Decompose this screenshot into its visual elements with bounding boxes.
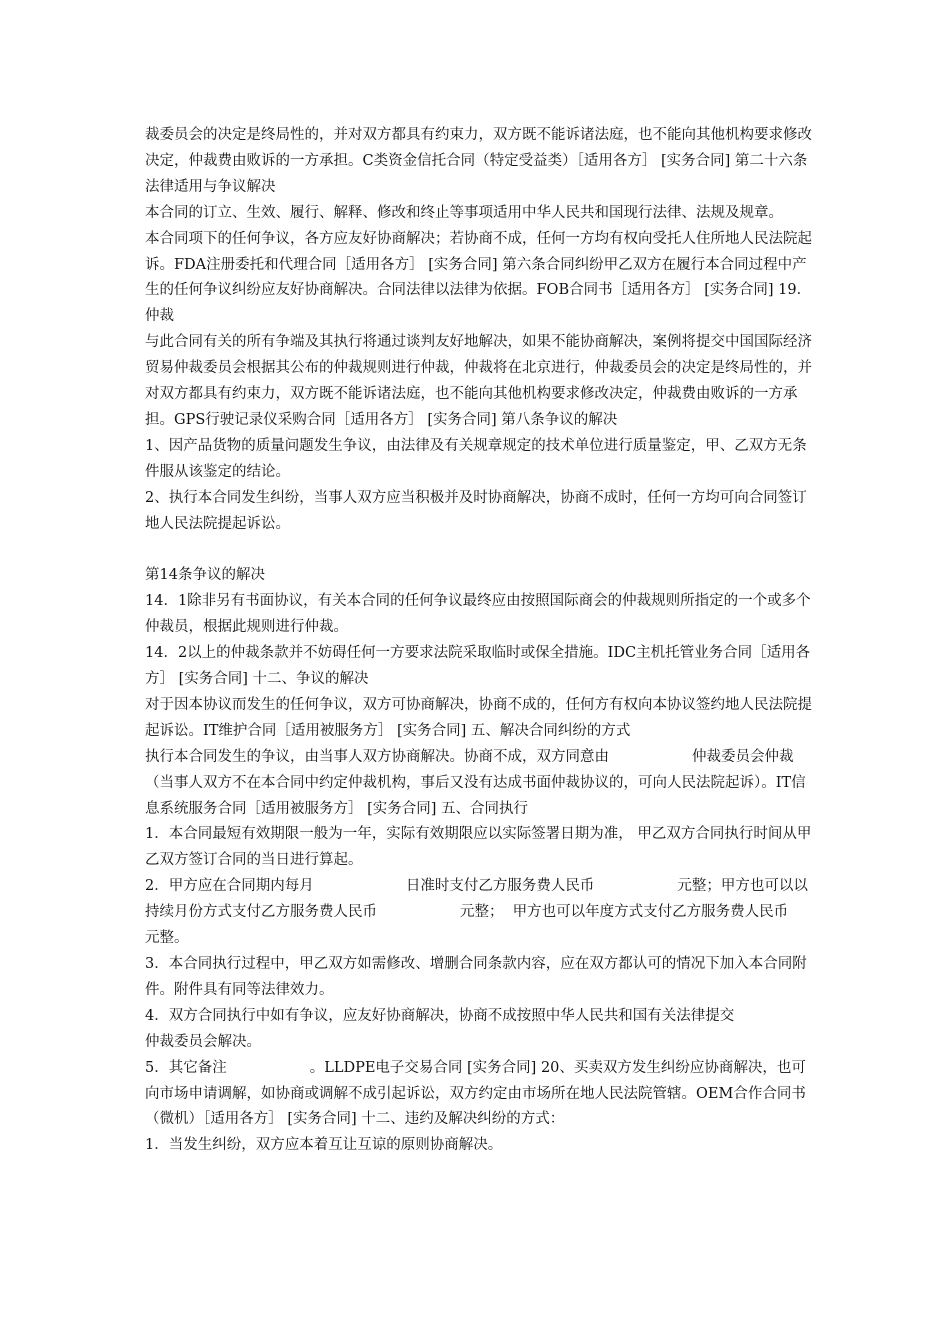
paragraph-spacer [145,538,815,564]
paragraph-14-1: 14．1除非另有书面协议，有关本合同的任何争议最终应由按照国际商会的仲裁规则所指定的一个或多个仲裁员，根据此规则进行仲裁。 [145,593,811,636]
section-heading-14: 第14条争议的解决 [145,567,265,584]
paragraph-clause-2: 2．甲方应在合同期内每月 日准时支付乙方服务费人民币 元整；甲方也可以以持续月份方式支付乙方服务费人民币 元整； 甲方也可以年度方式支付乙方服务费人民币 元整。 [145,878,872,947]
paragraph-final: 1．当发生纠纷，双方应本着互让互谅的原则协商解决。 [145,1137,503,1154]
paragraph-clause-5: 5．其它备注 。LLDPE电子交易合同 [实务合同] 20、买卖双方发生纠纷应协商解决，也可向市场申请调解，如协商或调解不成引起诉讼，双方约定由市场所在地人民法院管辖。OEM合作合同书（微机）［适用各方］ [实务合同] 十二、违约及解决纠纷的方式： [145,1059,806,1128]
paragraph-6: 2、执行本合同发生纠纷，当事人双方应当积极并及时协商解决，协商不成时，任何一方均可向合同签订地人民法院提起诉讼。 [145,489,807,532]
document-page [145,123,872,1159]
paragraph-clause-3: 3．本合同执行过程中，甲乙双方如需修改、增删合同条款内容，应在双方都认可的情况下加入本合同附件。附件具有同等法律效力。 [145,955,807,998]
paragraph-5: 1、因产品货物的质量问题发生争议，由法律及有关规章规定的技术单位进行质量鉴定，甲、乙双方无条件服从该鉴定的结论。 [145,437,807,480]
paragraph-14-2: 14．2以上的仲裁条款并不妨碍任何一方要求法院采取临时或保全措施。IDC主机托管业务合同［适用各方］ [实务合同] 十二、争议的解决 [145,645,811,688]
paragraph-1: 裁委员会的决定是终局性的，并对双方都具有约束力，双方既不能诉诸法庭，也不能向其他机构要求修改决定，仲裁费由败诉的一方承担。C类资金信托合同（特定受益类）［适用各方］ [实务合同] 第二十六条法律适用与争议解决 [145,127,812,195]
paragraph-2: 本合同的订立、生效、履行、解释、修改和终止等事项适用中华人民共和国现行法律、法规及规章。 [145,204,783,221]
paragraph-3: 本合同项下的任何争议，各方应友好协商解决；若协商不成，任何一方均有权向受托人住所地人民法院起诉。FDA注册委托和代理合同［适用各方］ [实务合同] 第六条合同纠纷甲乙双方在履行本合同过程中产生的任何争议纠纷应友好协商解决。合同法律以法律为依据。FOB合同书［适用各方］ [实务合同] 19．仲裁 [145,230,812,325]
paragraph-clause-4: 4．双方合同执行中如有争议，应友好协商解决，协商不成按照中华人民共和国有关法律提交 仲裁委员会解决。 [145,1007,818,1050]
paragraph-clause-1: 1．本合同最短有效期限一般为一年，实际有效期限应以实际签署日期为准， 甲乙双方合同执行时间从甲乙双方签订合同的当日进行算起。 [145,826,812,869]
paragraph-idc: 对于因本协议而发生的任何争议，双方可协商解决，协商不成的，任何方有权向本协议签约地人民法院提起诉讼。IT维护合同［适用被服务方］ [实务合同] 五、解决合同纠纷的方式 [145,696,812,739]
paragraph-4: 与此合同有关的所有争端及其执行将通过谈判友好地解决，如果不能协商解决，案例将提交中国国际经济贸易仲裁委员会根据其公布的仲裁规则进行仲裁，仲裁将在北京进行，仲裁委员会的决定是终局性的，并对双方都具有约束力，双方既不能诉诸法庭，也不能向其他机构要求修改决定，仲裁费由败诉的一方承担。GPS行驶记录仪采购合同［适用各方］ [实务合同] 第八条争议的解决 [145,334,812,428]
paragraph-it-maintenance: 执行本合同发生的争议，由当事人双方协商解决。协商不成，双方同意由 仲裁委员会仲裁（当事人双方不在本合同中约定仲裁机构，事后又没有达成书面仲裁协议的，可向人民法院起诉）。IT信息系统服务合同［适用被服务方］ [实务合同] 五、合同执行 [145,748,806,817]
